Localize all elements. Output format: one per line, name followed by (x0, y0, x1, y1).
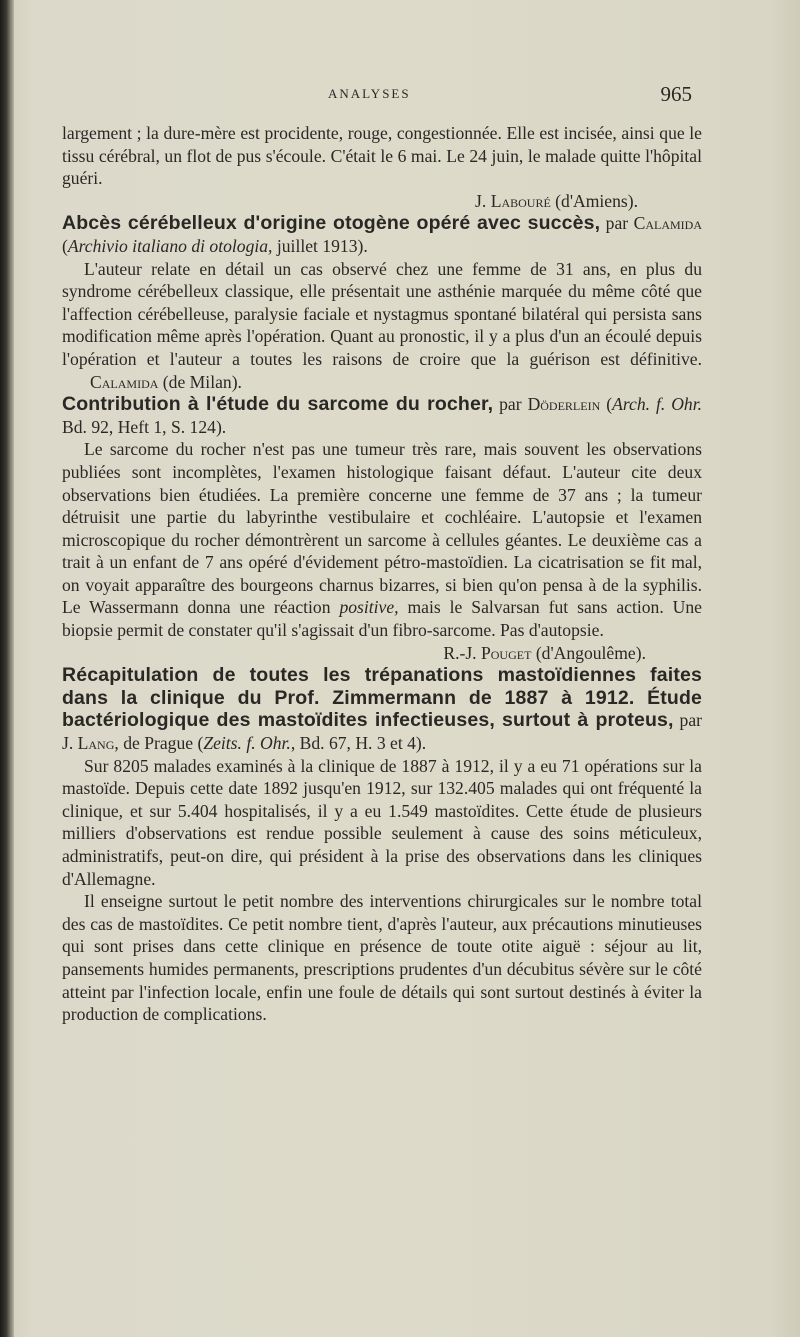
article-title: Contribution à l'étude du sarcome du rocher, (62, 393, 494, 416)
intro-signature (62, 190, 702, 213)
signature-place: (d'Amiens). (550, 190, 638, 211)
running-title: ANALYSES (328, 86, 411, 101)
signature-name: Calamida (90, 371, 159, 392)
article-body: Sur 8205 malades examinés à la clinique de 1887 à 1912, il y a eu 71 opérations sur la mastoïde. Depuis cette date 1892 jusqu'en 1912, sur 132.405 malades qui ont fréquenté la clinique, et sur 5.404 hospitalisés, il y a eu 1.549 mastoïdites. Cette étude de plusieurs milliers d'observations est rendue possible seulement à cause des soins méticuleux, administratifs, peut-on dire, qui président à la prise des observations dans les cliniques d'Allemagne. (62, 755, 702, 889)
article-author: J. Lang (62, 733, 115, 754)
article-author: Döderlein (527, 394, 601, 415)
page-binding-edge (0, 0, 14, 1337)
article-source: Arch. f. Ohr. (612, 394, 703, 415)
article-heading: Contribution à l'étude du sarcome du rocher, par Döderlein (Arch. f. Ohr. Bd. 92, Heft 1, S. 124). (62, 393, 703, 437)
signature-name: R.-J. Pouget (443, 642, 532, 663)
page-header (60, 82, 690, 112)
article-body: L'auteur relate en détail un cas observé chez une femme de 31 ans, en plus du syndrome cérébelleux classique, elle présentait une asthénie marquée du même côté que l'affection cérébelleuse, paralysie faciale et nystagmus spontané bilatéral qui persista sans modification même après l'opération. Quant au pronostic, il y a plus d'un an écoulé depuis l'opération et l'auteur a toutes les raisons de croire que la guérison est définitive. Calamida (de Milan). (62, 258, 702, 392)
page-content (62, 122, 702, 1026)
article-title: Abcès cérébelleux d'origine otogène opéré avec succès, (62, 212, 601, 235)
article-body: Il enseigne surtout le petit nombre des interventions chirurgicales sur le nombre total des cas de mastoïdites. Ce petit nombre tient, d'après l'auteur, aux précautions minutieuses qui sont prises dans cette clinique en présence de toute otite aiguë : séjour au lit, pansements humides permanents, prescriptions prudentes d'un décubitus sévère sur le côté atteint par l'infection locale, enfin une foule de détails qui sont surtout destinés à éviter la production de complications. (62, 891, 702, 1025)
article-source: Archivio italiano di otologia, (67, 235, 273, 256)
signature-name: J. Labouré (475, 190, 551, 211)
article-body: Le sarcome du rocher n'est pas une tumeur très rare, mais souvent les observations publiées sont incomplètes, l'examen histologique faisant défaut. L'auteur cite deux observations bien étudiées. La première concerne une femme de 37 ans ; la tumeur détruisit une partie du labyrinthe vestibulaire et cochléaire. L'autopsie et l'examen microscopique du rocher démontrèrent un sarcome à cellules géantes. Le deuxième cas a trait à un enfant de 7 ans opéré d'évidement pétro-mastoïdien. La cicatrisation se fit mal, on voyait apparaître des bourgeons charnus bizarres, si bien qu'on pensa à de la syphilis. Le Wassermann donna une réaction positive, mais le Salvarsan fut sans action. Une biopsie permit de constater qu'il s'agissait d'un fibro-sarcome. Pas d'autopsie. (62, 439, 702, 641)
page-number: 965 (660, 82, 692, 106)
article-signature (62, 642, 702, 665)
signature-place: (de Milan). (158, 371, 242, 392)
intro-paragraph: largement ; la dure-mère est procidente, rouge, congestionnée. Elle est incisée, ainsi que le tissu cérébral, un flot de pus s'écoule. C'était le 6 mai. Le 24 juin, le malade quitte l'hôpital guéri. (62, 123, 702, 189)
article-heading: Abcès cérébelleux d'origine otogène opéré avec succès, par Calamida (Archivio italiano di otologia, juillet 1913). (62, 212, 702, 256)
signature-place: (d'Angoulême). (531, 642, 646, 663)
article-author: Calamida (633, 213, 702, 234)
article-heading: Récapitulation de toutes les trépanations mastoïdiennes faites dans la clinique du Prof. Zimmermann de 1887 à 1912. Étude bactériologique des mastoïdites infectieuses, surtout à proteus, par J. Lang, de Prague (Zeits. f. Ohr., Bd. 67, H. 3 et 4). (62, 664, 703, 754)
article-source: Zeits. f. Ohr. (203, 733, 291, 754)
article-title: Récapitulation de toutes les trépanations mastoïdiennes faites dans la clinique du Prof. Zimmermann de 1887 à 1912. Étude bactériologique des mastoïdites infectieuses, surtout à proteus, (62, 664, 702, 732)
